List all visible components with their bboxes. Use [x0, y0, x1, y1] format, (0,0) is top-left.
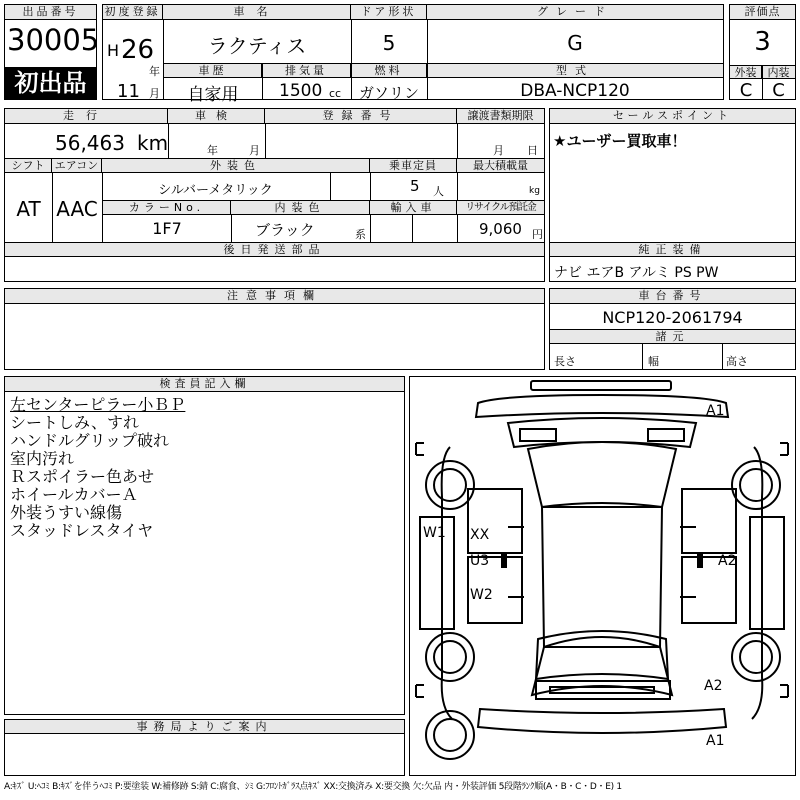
model-header: 型式 [427, 64, 723, 78]
reg-era: H [107, 41, 120, 60]
mark-w1: W1 [423, 525, 446, 541]
transfer-header: 譲渡書類期限 [457, 109, 544, 124]
recycle-unit: 円 [532, 228, 543, 241]
dims-height: 高さ [726, 355, 748, 368]
mark-a2-right: A2 [718, 553, 737, 569]
mark-w2: W2 [470, 587, 493, 603]
capacity-unit: 人 [433, 185, 444, 198]
import-header: 輸入車 [370, 201, 457, 215]
dims-header: 諸元 [550, 330, 795, 344]
history-header: 車歴 [164, 64, 262, 78]
fuel-header: 燃料 [351, 64, 427, 78]
score-box [729, 4, 796, 100]
inspector-line: シートしみ、すれ [10, 413, 139, 432]
door-value: 5 [382, 31, 396, 55]
notes-box [4, 288, 545, 370]
inspector-box [4, 376, 405, 715]
score-value: 3 [754, 27, 771, 57]
aircon-value: AAC [56, 197, 98, 221]
shift-header: シフト [5, 159, 52, 173]
chassis-value: NCP120-2061794 [602, 308, 743, 327]
sales-point-header: セールスポイント [550, 109, 795, 124]
capacity-header: 乗車定員 [370, 159, 457, 173]
chassis-header: 車台番号 [550, 289, 795, 304]
interior-color-header: 内装色 [231, 201, 370, 215]
legend-text: A:ｷｽﾞ U:ﾍｺﾐ B:ｷｽﾞを伴うﾍｺﾐ P:要塗装 W:補修跡 S:錆 C:腐食、ｼﾐ G:ﾌﾛﾝﾄｶﾞﾗｽ点ｷｽﾞ XX:交換済み X:要交換 欠:欠品 内・外装評価 5段階ﾗﾝｸ順(A・B・C・D・E) 1 [4, 782, 622, 792]
mark-a1-bottom: A1 [706, 733, 725, 749]
interior-color-value: ブラック [255, 221, 315, 239]
displacement-unit: cc [329, 87, 342, 100]
inspector-line: 外装うすい線傷 [10, 503, 123, 522]
mark-xx: XX [470, 527, 490, 543]
inspection-month-unit: 月 [249, 144, 260, 157]
inspection-year-unit: 年 [207, 144, 218, 157]
first-registration-header: 初度登録 [103, 5, 163, 20]
first-listing-badge: 初出品 [5, 67, 96, 99]
color-no-header: カラーNo. [103, 201, 231, 215]
model-value: DBA-NCP120 [520, 81, 630, 101]
plate-header: 登録番号 [265, 109, 457, 124]
mileage-header: 走行 [5, 109, 168, 124]
inspector-line: スタッドレスタイヤ [10, 521, 154, 540]
equipment-value: ナビ エアB アルミ PS PW [554, 265, 719, 281]
reg-month-unit: 月 [149, 87, 160, 100]
equipment-header: 純正装備 [550, 243, 795, 257]
mark-a2-rear: A2 [704, 678, 723, 694]
vehicle-info-top [102, 4, 724, 105]
capacity-value: 5 [410, 177, 420, 195]
history-value: 自家用 [187, 85, 239, 105]
car-name-header: 車名 [163, 5, 351, 20]
damage-diagram-box [409, 376, 796, 776]
max-load-unit: kg [529, 186, 540, 196]
shift-value: AT [16, 197, 41, 221]
transfer-month-unit: 月 [493, 144, 504, 157]
score-header: 評価点 [730, 5, 795, 20]
door-header: ドア形状 [351, 5, 427, 20]
notes-header: 注意事項欄 [5, 289, 544, 304]
inspector-header: 検査員記入欄 [5, 377, 404, 392]
reg-year: 26 [121, 35, 155, 65]
displacement-value: 1500 [279, 81, 323, 101]
mark-a1-top: A1 [706, 403, 725, 419]
ext-score-value: C [739, 80, 753, 101]
sales-point-text: ★ユーザー買取車！ [553, 132, 687, 150]
mark-u3: U3 [470, 553, 490, 569]
recycle-header: リサイクル預託金 [457, 201, 544, 215]
interior-color-unit: 系 [355, 228, 366, 241]
grade-value: G [567, 31, 583, 55]
color-no-value: 1F7 [152, 219, 182, 238]
inspector-line: 室内汚れ [10, 449, 75, 468]
int-score-header: 内装 [762, 66, 795, 79]
office-header: 事務局よりご案内 [5, 720, 404, 734]
recycle-value: 9,060 [479, 220, 522, 238]
inspector-line: ホイールカバーＡ [10, 485, 138, 504]
lot-number: 30005 [7, 23, 100, 57]
sales-point-box [549, 108, 796, 282]
inspection-header: 車検 [168, 109, 265, 124]
lot-number-header: 出品番号 [5, 5, 96, 20]
reg-year-unit: 年 [149, 65, 160, 78]
inspector-line: ハンドルグリップ破れ [10, 431, 170, 450]
int-score-value: C [772, 80, 785, 101]
aircon-header: エアコン [52, 159, 102, 173]
inspector-notes [10, 396, 185, 540]
inspector-line: 左センターピラー小ＢＰ [10, 395, 186, 414]
details-box [4, 108, 545, 282]
displacement-header: 排気量 [262, 64, 351, 78]
reg-month: 11 [117, 81, 140, 102]
inspector-line: Ｒスポイラー色あせ [10, 467, 155, 486]
car-name: ラクティス [207, 34, 307, 58]
max-load-header: 最大積載量 [457, 159, 544, 173]
dims-width: 幅 [648, 355, 659, 368]
exterior-color-value: シルバーメタリック [158, 183, 273, 198]
dims-length: 長さ [554, 355, 576, 368]
exterior-color-header: 外装色 [102, 159, 370, 173]
mileage-value: 56,463 [55, 131, 125, 155]
mileage-unit: km [137, 131, 169, 155]
ext-score-header: 外装 [730, 66, 762, 79]
car-outline-diagram [410, 377, 795, 775]
lot-number-box [4, 4, 100, 100]
fuel-value: ガソリン [358, 84, 419, 102]
office-box [4, 719, 405, 776]
grade-header: グレード [427, 5, 723, 20]
chassis-box [549, 288, 796, 370]
transfer-day-unit: 日 [527, 144, 538, 157]
later-parts-header: 後日発送部品 [5, 243, 544, 257]
